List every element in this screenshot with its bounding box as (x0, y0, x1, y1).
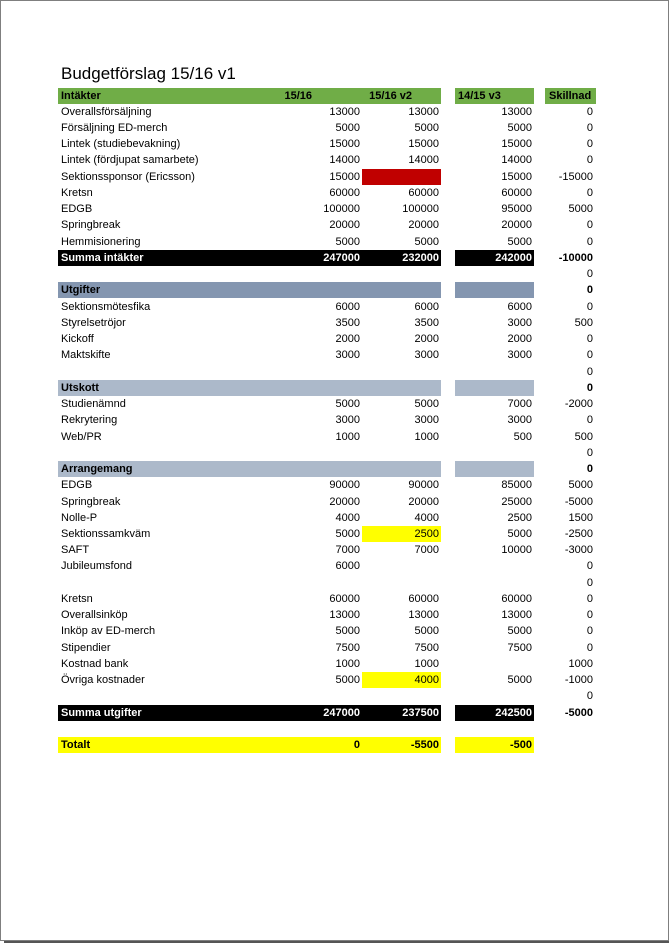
cell-c4: -2500 (564, 528, 593, 540)
row-label: Arrangemang (61, 463, 133, 475)
cell-c4: 0 (586, 268, 593, 280)
cell-c3: 10000 (501, 544, 532, 556)
cell-c4: -5000 (564, 707, 593, 719)
cell-c3: 15000 (501, 171, 532, 183)
cell-c2 (365, 169, 439, 185)
row-label: Intäkter (61, 90, 101, 102)
cell-c2: 2500 (414, 528, 439, 540)
row-label: Kostnad bank (61, 658, 129, 670)
cell-c2: 13000 (408, 106, 439, 118)
table-row (0, 136, 669, 152)
cell-c3: 5000 (507, 674, 532, 686)
cell-c3: 2000 (507, 333, 532, 345)
table-row (0, 623, 669, 639)
row-label: Summa intäkter (61, 252, 144, 264)
cell-c4: 0 (586, 187, 593, 199)
cell-c1: 15/16 (284, 90, 312, 102)
row-label: Kickoff (61, 333, 94, 345)
cell-c4: 0 (586, 577, 593, 589)
cell-c2 (365, 266, 439, 282)
table-row (0, 364, 669, 380)
cell-c3 (460, 364, 532, 380)
table-row (0, 347, 669, 363)
cell-c4: 5000 (568, 479, 593, 491)
cell-c2 (365, 575, 439, 591)
cell-c4: 0 (586, 382, 593, 394)
cell-c1: 7500 (335, 642, 360, 654)
row-label: Maktskifte (61, 349, 111, 361)
cell-c4: 0 (586, 447, 593, 459)
cell-c1 (290, 445, 360, 461)
cell-c1: 5000 (335, 122, 360, 134)
cell-c1 (290, 364, 360, 380)
row-label: Springbreak (61, 496, 121, 508)
header-row (0, 88, 669, 104)
cell-c1: 1000 (335, 658, 360, 670)
cell-c4: 0 (586, 366, 593, 378)
row-label: Studienämnd (61, 398, 126, 410)
row-label: Lintek (fördjupat samarbete) (61, 154, 199, 166)
cell-c4: 1000 (568, 658, 593, 670)
cell-c2: 5000 (414, 625, 439, 637)
row-label: SAFT (61, 544, 90, 556)
cell-c3 (460, 688, 532, 704)
cell-c4: 0 (586, 560, 593, 572)
cell-c1 (290, 575, 360, 591)
cell-c3 (460, 282, 532, 298)
cell-c3 (460, 445, 532, 461)
cell-c2 (365, 461, 439, 477)
cell-c3: 15000 (501, 138, 532, 150)
row-label: Försäljning ED-merch (61, 122, 168, 134)
cell-c2 (365, 282, 439, 298)
table-row (0, 152, 669, 168)
cell-c3: 500 (513, 431, 532, 443)
cell-c1: 0 (353, 739, 360, 751)
row-label: Kretsn (61, 187, 93, 199)
cell-c3 (460, 266, 532, 282)
cell-c4: -5000 (564, 496, 593, 508)
cell-c1 (290, 688, 360, 704)
cell-c1: 3000 (335, 349, 360, 361)
table-row (0, 396, 669, 412)
total-row (0, 250, 669, 266)
cell-c3: 13000 (501, 106, 532, 118)
cell-c3: 3000 (507, 349, 532, 361)
cell-c1: 3500 (335, 317, 360, 329)
cell-c2 (365, 445, 439, 461)
cell-c3 (460, 656, 532, 672)
cell-c2: 7500 (414, 642, 439, 654)
table-row (0, 445, 669, 461)
row-label: Nolle-P (61, 512, 98, 524)
row-label: Hemmisionering (61, 236, 141, 248)
cell-c3: 20000 (501, 219, 532, 231)
table-row (0, 591, 669, 607)
cell-c4: -3000 (564, 544, 593, 556)
grand-row (0, 737, 669, 753)
cell-c2: 1000 (414, 658, 439, 670)
table-row (0, 558, 669, 574)
cell-c3: 7500 (507, 642, 532, 654)
row-label: Jubileumsfond (61, 560, 132, 572)
cell-c3: 7000 (507, 398, 532, 410)
table-row (0, 120, 669, 136)
row-label: Styrelsetröjor (61, 317, 126, 329)
cell-c1: 5000 (335, 625, 360, 637)
cell-c3 (460, 461, 532, 477)
cell-c3: 95000 (501, 203, 532, 215)
table-row (0, 331, 669, 347)
cell-c2: 14000 (408, 154, 439, 166)
cell-c2: 3500 (414, 317, 439, 329)
cell-c1: 247000 (323, 252, 360, 264)
cell-c1: 14000 (329, 154, 360, 166)
cell-c3: 60000 (501, 187, 532, 199)
cell-c3: 13000 (501, 609, 532, 621)
cell-c3: -500 (509, 739, 532, 751)
cell-c4: 0 (586, 463, 593, 475)
cell-c2: 4000 (414, 674, 439, 686)
row-label: Overallsförsäljning (61, 106, 152, 118)
cell-c1: 4000 (335, 512, 360, 524)
cell-c1: 247000 (323, 707, 360, 719)
cell-c1: 13000 (329, 609, 360, 621)
cell-c2: 90000 (408, 479, 439, 491)
cell-c3 (460, 380, 532, 396)
cell-c4: 0 (586, 284, 593, 296)
cell-c4: 0 (586, 625, 593, 637)
row-label: Stipendier (61, 642, 111, 654)
cell-c1: 3000 (335, 414, 360, 426)
page-title: Budgetförslag 15/16 v1 (61, 64, 236, 83)
cell-c1: 6000 (335, 301, 360, 313)
cell-c2: 60000 (408, 593, 439, 605)
table-row (0, 217, 669, 233)
cell-c1 (290, 461, 360, 477)
cell-c2: 20000 (408, 219, 439, 231)
cell-c1: 1000 (335, 431, 360, 443)
cell-c2: 232000 (402, 252, 439, 264)
cell-c2: 5000 (414, 236, 439, 248)
cell-c4: -15000 (558, 171, 593, 183)
cell-c3 (460, 558, 532, 574)
cell-c2: 15000 (408, 138, 439, 150)
cell-c3: 85000 (501, 479, 532, 491)
cell-c4: 0 (586, 642, 593, 654)
cell-c2: -5500 (410, 739, 439, 751)
cell-c1: 100000 (323, 203, 360, 215)
table-row (0, 201, 669, 217)
cell-c4: 0 (586, 106, 593, 118)
cell-c1: 60000 (329, 187, 360, 199)
row-label: Overallsinköp (61, 609, 128, 621)
cell-c1: 5000 (335, 528, 360, 540)
row-label: Utgifter (61, 284, 101, 296)
cell-c2: 2000 (414, 333, 439, 345)
cell-c4: 1500 (568, 512, 593, 524)
row-label: Springbreak (61, 219, 121, 231)
cell-c1 (290, 266, 360, 282)
cell-c1: 60000 (329, 593, 360, 605)
cell-c2 (365, 688, 439, 704)
row-label: Utskott (61, 382, 99, 394)
cell-c3: 5000 (507, 528, 532, 540)
table-row (0, 640, 669, 656)
table-row (0, 607, 669, 623)
table-row (0, 412, 669, 428)
cell-c2: 1000 (414, 431, 439, 443)
table-row (0, 299, 669, 315)
cell-c4: -2000 (564, 398, 593, 410)
cell-c4: 0 (586, 593, 593, 605)
table-row (0, 104, 669, 120)
row-label: Sektionssamkväm (61, 528, 151, 540)
row-label: Kretsn (61, 593, 93, 605)
cell-c4 (540, 737, 593, 753)
cell-c1: 5000 (335, 398, 360, 410)
cell-c4: 0 (586, 609, 593, 621)
table-row (0, 494, 669, 510)
cell-c3: 14000 (501, 154, 532, 166)
table-row (0, 510, 669, 526)
cell-c2: 5000 (414, 398, 439, 410)
cell-c4: 500 (574, 431, 593, 443)
cell-c3: 2500 (507, 512, 532, 524)
cell-c1: 7000 (335, 544, 360, 556)
cell-c4: 0 (586, 301, 593, 313)
table-row (0, 477, 669, 493)
row-label: Sektionsmötesfika (61, 301, 151, 313)
cell-c1: 6000 (335, 560, 360, 572)
row-label: Lintek (studiebevakning) (61, 138, 181, 150)
cell-c4: 0 (586, 236, 593, 248)
cell-c3: 25000 (501, 496, 532, 508)
table-row (0, 688, 669, 704)
cell-c2: 3000 (414, 414, 439, 426)
cell-c2: 6000 (414, 301, 439, 313)
table-row (0, 266, 669, 282)
cell-c1: 90000 (329, 479, 360, 491)
cell-c4: 500 (574, 317, 593, 329)
row-label: EDGB (61, 203, 93, 215)
cell-c4: 0 (586, 138, 593, 150)
cell-c2: 7000 (414, 544, 439, 556)
cell-c3: 3000 (507, 414, 532, 426)
cell-c4: 0 (586, 122, 593, 134)
cell-c3: 14/15 v3 (458, 90, 501, 102)
cell-c3: 242500 (495, 707, 532, 719)
total-row (0, 705, 669, 721)
cell-c1: 20000 (329, 496, 360, 508)
table-row (0, 526, 669, 542)
cell-c2: 13000 (408, 609, 439, 621)
cell-c3: 6000 (507, 301, 532, 313)
cell-c3: 242000 (495, 252, 532, 264)
cell-c3: 5000 (507, 236, 532, 248)
row-label: Övriga kostnader (61, 674, 145, 686)
cell-c3: 60000 (501, 593, 532, 605)
section-light-row (0, 380, 669, 396)
cell-c2: 4000 (414, 512, 439, 524)
table-row (0, 315, 669, 331)
cell-c4: 0 (586, 349, 593, 361)
cell-c3: 5000 (507, 122, 532, 134)
cell-c4: -10000 (558, 252, 593, 264)
cell-c1 (290, 282, 360, 298)
section-light-row (0, 461, 669, 477)
table-row (0, 656, 669, 672)
cell-c2: 100000 (402, 203, 439, 215)
table-row (0, 185, 669, 201)
cell-c3: 5000 (507, 625, 532, 637)
cell-c4: 0 (586, 219, 593, 231)
cell-c4: -1000 (564, 674, 593, 686)
cell-c2: 237500 (402, 707, 439, 719)
cell-c4: 0 (586, 690, 593, 702)
cell-c1: 15000 (329, 138, 360, 150)
cell-c1: 2000 (335, 333, 360, 345)
cell-c3 (460, 575, 532, 591)
row-label: Summa utgifter (61, 707, 142, 719)
cell-c2: 20000 (408, 496, 439, 508)
cell-c2: 15/16 v2 (369, 90, 412, 102)
cell-c3: 3000 (507, 317, 532, 329)
row-label: Web/PR (61, 431, 102, 443)
row-label: Rekrytering (61, 414, 118, 426)
cell-c4: Skillnad (549, 90, 592, 102)
cell-c2 (365, 364, 439, 380)
table-row (0, 672, 669, 688)
cell-c2: 5000 (414, 122, 439, 134)
row-label: Inköp av ED-merch (61, 625, 156, 637)
cell-c4: 5000 (568, 203, 593, 215)
table-row (0, 542, 669, 558)
cell-c2: 60000 (408, 187, 439, 199)
cell-c1 (290, 380, 360, 396)
cell-c1: 15000 (329, 171, 360, 183)
section-dark-row (0, 282, 669, 298)
table-row (0, 234, 669, 250)
table-row (0, 169, 669, 185)
cell-c4: 0 (586, 154, 593, 166)
row-label: EDGB (61, 479, 93, 491)
cell-c4: 0 (586, 414, 593, 426)
cell-c1: 20000 (329, 219, 360, 231)
cell-c2 (365, 380, 439, 396)
cell-c1: 13000 (329, 106, 360, 118)
table-row (0, 575, 669, 591)
cell-c1: 5000 (335, 674, 360, 686)
cell-c2: 3000 (414, 349, 439, 361)
cell-c1: 5000 (335, 236, 360, 248)
table-row (0, 429, 669, 445)
cell-c4: 0 (586, 333, 593, 345)
row-label: Sektionssponsor (Ericsson) (61, 171, 195, 183)
cell-c2 (365, 558, 439, 574)
row-label: Totalt (61, 739, 91, 751)
